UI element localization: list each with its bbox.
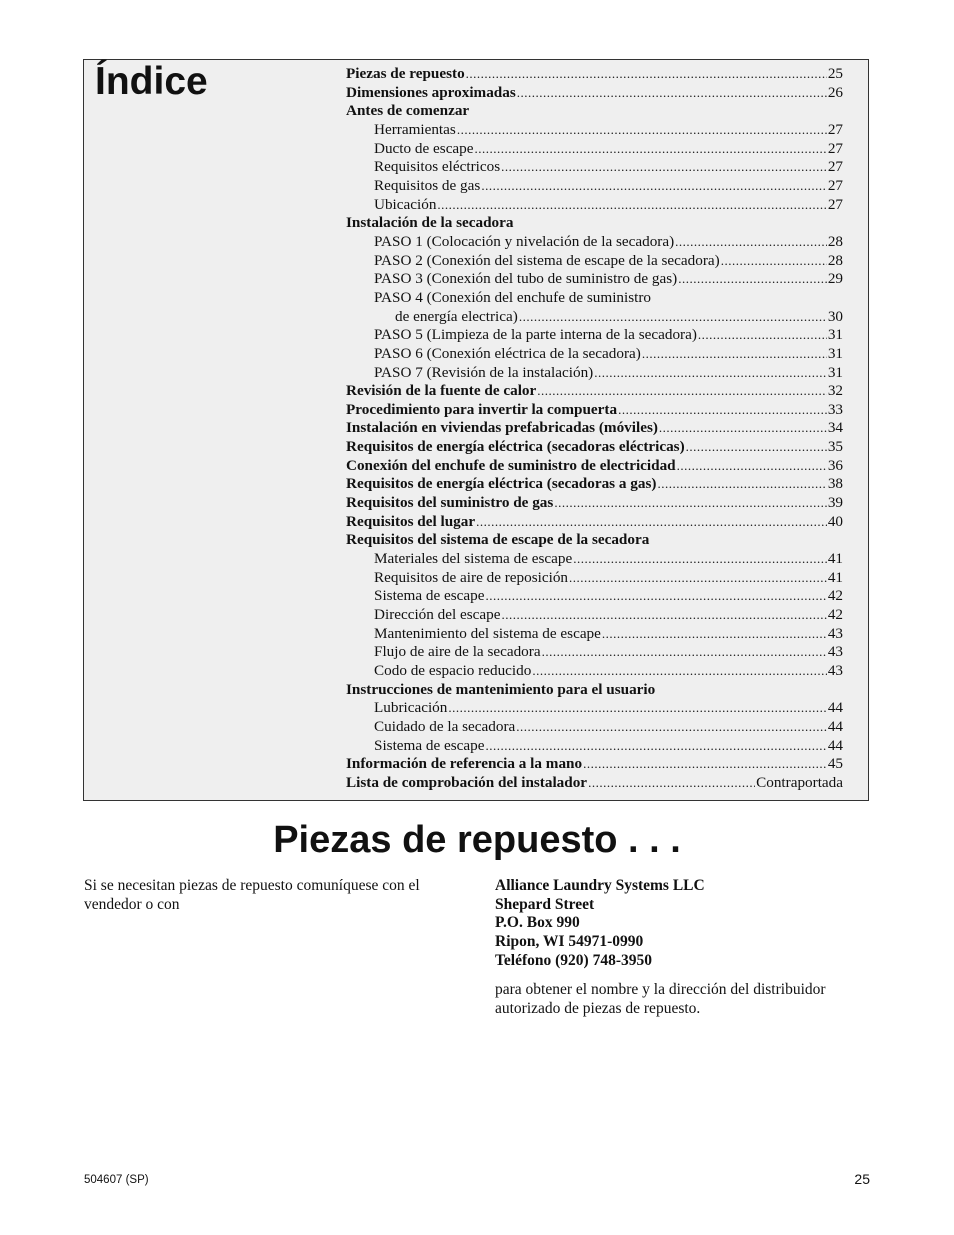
toc-entry [346, 158, 843, 177]
toc-entry-label: Conexión del enchufe de suministro de electricidad [346, 456, 676, 474]
toc-dot-leader [486, 587, 827, 606]
toc-entry [346, 737, 843, 756]
toc-entry-label: Instalación en viviendas prefabricadas (móviles) [346, 419, 658, 437]
toc-entry-page: 39 [827, 494, 843, 512]
toc-entry [346, 531, 843, 550]
toc-entry-page: Contraportada [756, 773, 843, 791]
toc-entry [346, 102, 843, 121]
toc-entry-label: Revisión de la fuente de calor [346, 382, 537, 400]
toc-entry [346, 625, 843, 644]
toc-dot-leader [519, 308, 827, 327]
toc-entry-page: 27 [827, 195, 843, 213]
toc-dot-leader [618, 401, 827, 420]
toc-dot-leader [537, 382, 827, 401]
toc-entry [346, 569, 843, 588]
toc-entry-label: PASO 4 (Conexión del enchufe de suministro [374, 288, 652, 306]
toc-entry-page: 30 [827, 307, 843, 325]
toc-dot-leader [516, 718, 827, 737]
toc-entry-page: 27 [827, 158, 843, 176]
toc-entry-label: Codo de espacio reducido [374, 662, 532, 679]
toc-entry [346, 419, 843, 438]
toc-entry-label: Herramientas [374, 120, 456, 138]
toc-entry-page: 45 [827, 755, 843, 773]
toc-entry [346, 587, 843, 606]
toc-dot-leader [457, 121, 827, 140]
toc-entry-label: Instalación de la secadora [346, 214, 514, 232]
toc-dot-leader [573, 550, 827, 569]
toc-entry-label: PASO 1 (Colocación y nivelación de la secadora) [374, 232, 675, 250]
table-of-contents [83, 59, 869, 801]
toc-dot-leader [542, 643, 827, 662]
toc-dot-leader [686, 438, 827, 457]
toc-entry-label: Antes de comenzar [346, 102, 470, 120]
toc-entry-label: PASO 6 (Conexión eléctrica de la secadora) [374, 344, 641, 362]
toc-entry-label: Flujo de aire de la secadora [374, 643, 541, 661]
toc-entry-label: PASO 5 (Limpieza de la parte interna de la secadora) [374, 326, 697, 344]
toc-dot-leader [657, 475, 826, 494]
page-number: 25 [854, 1171, 870, 1187]
toc-entry-label: Requisitos de gas [374, 176, 481, 194]
toc-entry [346, 289, 843, 308]
toc-entry [346, 270, 843, 289]
toc-dot-leader [476, 513, 827, 532]
toc-dot-leader [554, 494, 826, 513]
address-street: Shepard Street [495, 895, 595, 913]
address-company: Alliance Laundry Systems LLC [495, 877, 705, 894]
toc-entry [346, 718, 843, 737]
toc-entry [346, 457, 843, 476]
toc-entry-label: Dimensiones aproximadas [346, 83, 516, 101]
toc-dot-leader [675, 233, 827, 252]
toc-entry-page: 44 [827, 736, 843, 754]
toc-entry-page: 27 [827, 120, 843, 138]
toc-entry [346, 214, 843, 233]
toc-entry-label: Dirección del escape [374, 606, 501, 624]
toc-entry [346, 121, 843, 140]
toc-entry [346, 364, 843, 383]
toc-dot-leader [486, 737, 827, 756]
toc-dot-leader [481, 177, 827, 196]
toc-dot-leader [437, 196, 826, 215]
toc-entry-page: 31 [827, 363, 843, 381]
toc-entry-label: Requisitos eléctricos [374, 158, 501, 176]
toc-dot-leader [678, 270, 827, 289]
toc-entry [346, 755, 843, 774]
toc-dot-leader [698, 326, 827, 345]
toc-entry-label: Requisitos de aire de reposición [374, 568, 569, 586]
toc-entry [346, 550, 843, 569]
toc-entry [346, 494, 843, 513]
toc-entry-page: 41 [827, 550, 843, 568]
toc-entry-page: 42 [827, 606, 843, 624]
toc-entry [346, 326, 843, 345]
toc-entry-label: Ducto de escape [374, 139, 474, 157]
toc-entry-page: 29 [827, 270, 843, 288]
toc-entry [346, 681, 843, 700]
section-title: Piezas de repuesto . . . [273, 819, 681, 861]
toc-entry-label: Información de referencia a la mano [346, 755, 583, 773]
intro-paragraph: Si se necesitan piezas de repuesto comuníquese con el vendedor o con [84, 877, 420, 913]
outro-paragraph: para obtener el nombre y la dirección del distribuidor autorizado de piezas de repuesto. [495, 981, 826, 1017]
toc-dot-leader [448, 699, 826, 718]
toc-dot-leader [677, 457, 827, 476]
toc-entry-label: PASO 2 (Conexión del sistema de escape de la secadora) [374, 251, 720, 269]
toc-list [346, 65, 843, 793]
toc-entry [346, 401, 843, 420]
address-city: Ripon, WI 54971-0990 [495, 933, 644, 951]
toc-entry-page: 44 [827, 699, 843, 717]
toc-dot-leader [642, 345, 827, 364]
toc-entry-label: Requisitos de energía eléctrica (secadoras a gas) [346, 475, 657, 493]
toc-entry-label: Sistema de escape [374, 587, 485, 605]
toc-entry-page: 34 [827, 419, 843, 437]
toc-entry-page: 35 [827, 438, 843, 456]
toc-entry-label: PASO 3 (Conexión del tubo de suministro de gas) [374, 270, 678, 288]
toc-dot-leader [501, 158, 827, 177]
toc-dot-leader [583, 755, 827, 774]
toc-entry-page: 28 [827, 251, 843, 269]
address-phone: Teléfono (920) 748-3950 [495, 951, 652, 969]
toc-entry-page: 40 [827, 512, 843, 530]
toc-entry-label: Lubricación [374, 699, 448, 717]
toc-dot-leader [721, 252, 827, 271]
toc-entry-page: 31 [827, 344, 843, 362]
toc-dot-leader [659, 419, 827, 438]
toc-dot-leader [602, 625, 827, 644]
toc-entry [346, 233, 843, 252]
toc-entry [346, 438, 843, 457]
toc-entry-page: 41 [827, 568, 843, 586]
toc-entry-page: 31 [827, 326, 843, 344]
toc-entry [346, 774, 843, 793]
toc-entry-page: 38 [827, 475, 843, 493]
toc-entry [346, 140, 843, 159]
toc-heading: Índice [95, 60, 208, 103]
toc-dot-leader [594, 364, 827, 383]
toc-entry-label: Mantenimiento del sistema de escape [374, 624, 601, 642]
toc-entry-label: Lista de comprobación del instalador [346, 773, 588, 791]
toc-entry-label: Materiales del sistema de escape [374, 550, 573, 568]
toc-entry-label: Requisitos del lugar [346, 512, 476, 530]
toc-entry [346, 475, 843, 494]
toc-entry-label: Instrucciones de mantenimiento para el usuario [346, 680, 656, 698]
toc-entry-page: 26 [827, 83, 843, 101]
toc-dot-leader [569, 569, 827, 588]
toc-entry-page: 42 [827, 587, 843, 605]
toc-entry-label: Requisitos de energía eléctrica (secadoras eléctricas) [346, 438, 685, 456]
toc-entry [346, 345, 843, 364]
toc-dot-leader [588, 774, 755, 793]
contact-address [495, 877, 875, 971]
toc-entry-label: Requisitos del sistema de escape de la secadora [346, 531, 650, 549]
toc-entry [346, 606, 843, 625]
toc-entry-label: Procedimiento para invertir la compuerta [346, 400, 618, 418]
toc-entry-label: Sistema de escape [374, 736, 485, 754]
toc-entry-label: Ubicación [374, 195, 437, 213]
document-number: 504607 (SP) [84, 1174, 149, 1186]
toc-entry-label: Piezas de repuesto [346, 65, 465, 82]
toc-entry-page: 27 [827, 176, 843, 194]
toc-dot-leader [475, 140, 827, 159]
toc-entry-page: 25 [827, 65, 843, 82]
toc-entry [346, 308, 843, 327]
toc-dot-leader [532, 662, 827, 681]
toc-entry [346, 84, 843, 103]
address-po-box: P.O. Box 990 [495, 914, 580, 932]
toc-entry [346, 513, 843, 532]
toc-entry-page: 32 [827, 382, 843, 400]
toc-entry-page: 43 [827, 662, 843, 679]
toc-entry-page: 43 [827, 624, 843, 642]
toc-entry [346, 662, 843, 681]
toc-entry-page: 33 [827, 400, 843, 418]
toc-entry-page: 28 [827, 232, 843, 250]
toc-entry [346, 252, 843, 271]
toc-entry [346, 196, 843, 215]
toc-entry [346, 177, 843, 196]
toc-dot-leader [502, 606, 827, 625]
toc-entry-label: Cuidado de la secadora [374, 717, 516, 735]
toc-entry-label: PASO 7 (Revisión de la instalación) [374, 363, 594, 381]
toc-entry-page: 43 [827, 643, 843, 661]
toc-dot-leader [517, 84, 827, 103]
toc-entry-page: 36 [827, 456, 843, 474]
toc-entry [346, 643, 843, 662]
toc-entry-label: Requisitos del suministro de gas [346, 494, 554, 512]
toc-entry [346, 382, 843, 401]
toc-entry-page: 27 [827, 139, 843, 157]
toc-entry-label: de energía electrica) [395, 307, 518, 325]
toc-entry [346, 65, 843, 84]
toc-entry-page: 44 [827, 717, 843, 735]
toc-dot-leader [466, 65, 827, 84]
toc-entry [346, 699, 843, 718]
